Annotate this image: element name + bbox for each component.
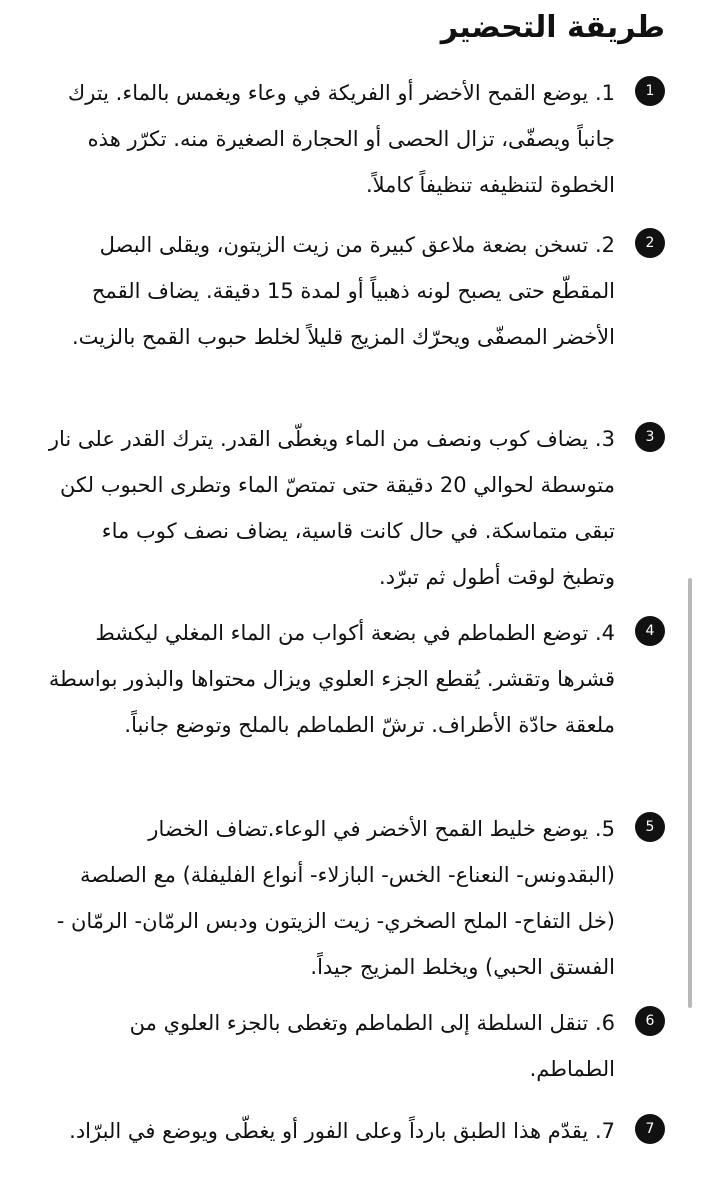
page-title: طريقة التحضير <box>440 10 665 45</box>
step-2 <box>45 222 665 406</box>
step-number-badge: 2 <box>635 228 665 258</box>
step-number-badge: 7 <box>635 1114 665 1144</box>
step-number-badge: 5 <box>635 812 665 842</box>
step-text: 3. يضاف كوب ونصف من الماء ويغطّى القدر. يترك القدر على نار متوسطة لحوالي 20 دقيقة حتى تمتصّ الماء وتطرى الحبوب لكن تبقى متماسكة. في حال كانت قاسية، يضاف نصف كوب ماء وتطبخ لوقت أطول ثم تبرّد. <box>48 427 615 589</box>
step-4 <box>45 610 665 794</box>
step-text: 7. يقدّم هذا الطبق بارداً وعلى الفور أو يغطّى ويوضع في البرّاد. <box>69 1119 615 1143</box>
step-7 <box>45 1108 665 1200</box>
step-3 <box>45 416 665 600</box>
step-text: 1. يوضع القمح الأخضر أو الفريكة في وعاء ويغمس بالماء. يترك جانباً ويصفّى، تزال الحصى أو الحجارة الصغيرة منه. تكرّر هذه الخطوة لتنظيفه تنظيفاً كاملاً. <box>67 81 615 197</box>
step-number-badge: 6 <box>635 1006 665 1036</box>
step-number-badge: 3 <box>635 422 665 452</box>
step-number-badge: 1 <box>635 76 665 106</box>
step-5 <box>45 806 665 990</box>
step-text: 4. توضع الطماطم في بضعة أكواب من الماء المغلي ليكشط قشرها وتقشر. يُقطع الجزء العلوي ويزال محتواها والبذور بواسطة ملعقة حادّة الأطراف. ترشّ الطماطم بالملح وتوضع جانباً. <box>48 621 615 737</box>
step-6 <box>45 1000 665 1092</box>
step-1 <box>45 70 665 210</box>
step-text: 2. تسخن بضعة ملاعق كبيرة من زيت الزيتون، ويقلى البصل المقطّع حتى يصبح لونه ذهبياً أو لمدة 15 دقيقة. يضاف القمح الأخضر المصفّى ويحرّك المزيج قليلاً لخلط حبوب القمح بالزيت. <box>71 233 615 349</box>
scrollbar-thumb[interactable] <box>688 578 692 1008</box>
step-text: 5. يوضع خليط القمح الأخضر في الوعاء.تضاف الخضار (البقدونس- النعناع- الخس- البازلاء- أنواع الفليفلة) مع الصلصة (خل التفاح- الملح الصخري- زيت الزيتون ودبس الرمّان- الرمّان - الفستق الحبي) ويخلط المزيج جيداً. <box>56 817 615 979</box>
step-number-badge: 4 <box>635 616 665 646</box>
step-text: 6. تنقل السلطة إلى الطماطم وتغطى بالجزء العلوي من الطماطم. <box>129 1011 615 1081</box>
